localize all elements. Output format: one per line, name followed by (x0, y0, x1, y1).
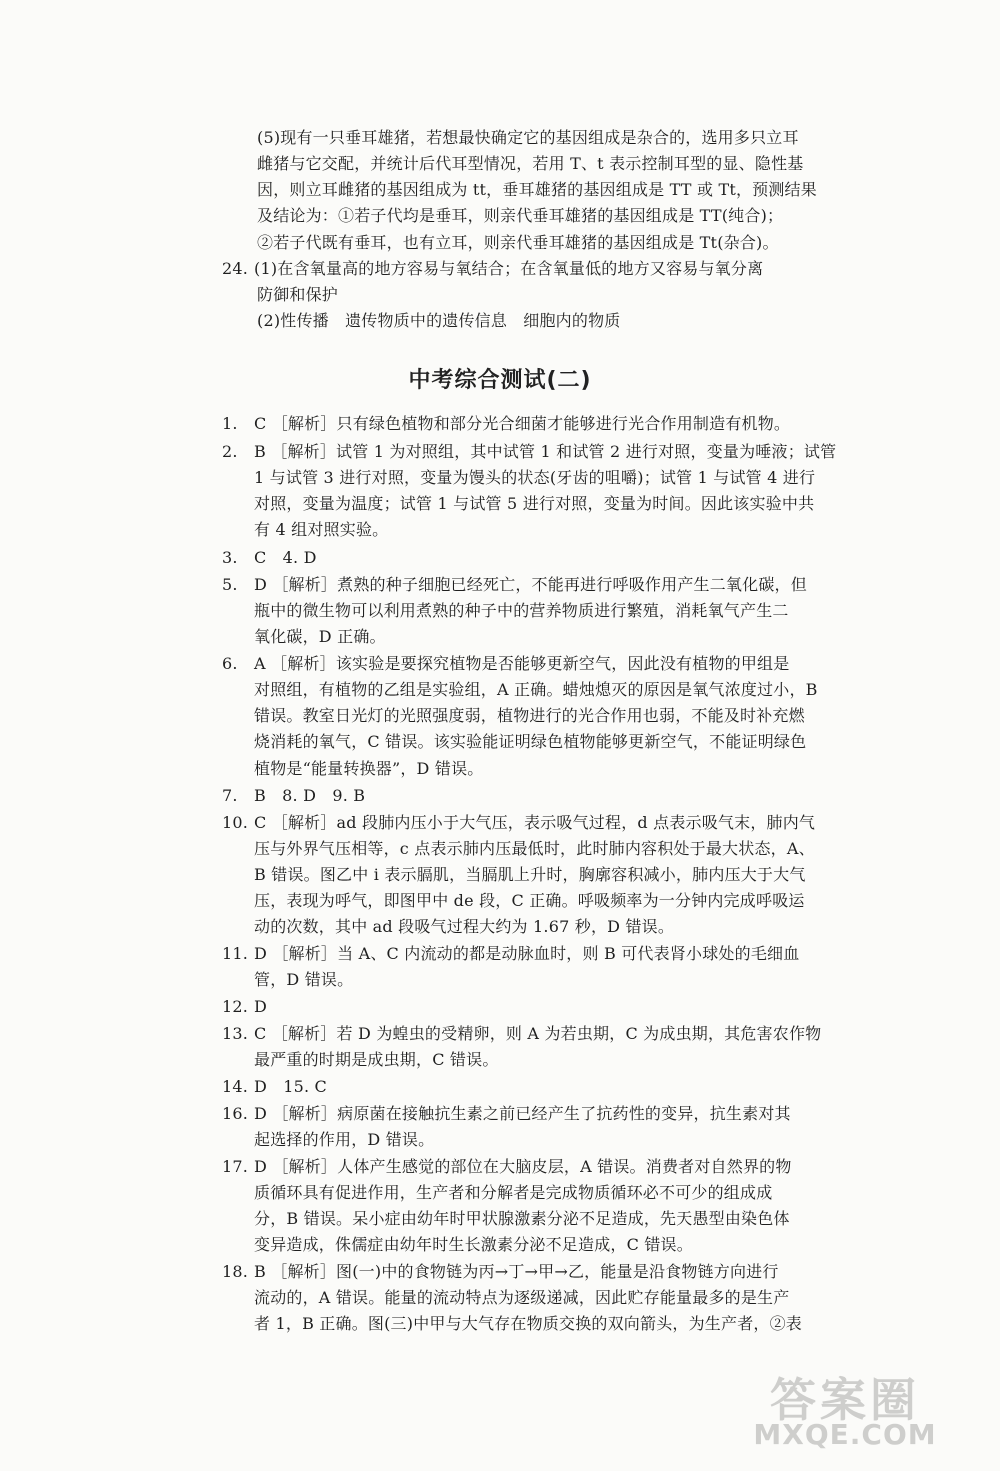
answer-item-13 (222, 1022, 821, 1046)
text-line: 动的次数，其中 ad 段吸气过程大约为 1.67 秒，D 错误。 (254, 917, 675, 936)
text-line: 对照组，有植物的乙组是实验组，A 正确。蜡烛熄灭的原因是氧气浓度过小，B (254, 680, 818, 699)
text-line: 错误。教室日光灯的光照强度弱，植物进行的光合作用也弱，不能及时补充燃 (254, 706, 805, 725)
answer-item-12 (222, 995, 267, 1019)
answer-text: D ［解析］病原菌在接触抗生素之前已经产生了抗药性的变异，抗生素对其 (254, 1104, 791, 1123)
text-line: 流动的，A 错误。能量的流动特点为逐级递减，因此贮存能量最多的是生产 (254, 1288, 790, 1307)
text-line: 分，B 错误。呆小症由幼年时甲状腺激素分泌不足造成，先天愚型由染色体 (254, 1209, 790, 1228)
item-number: 3. (222, 548, 238, 567)
site-watermark (710, 1358, 980, 1453)
text-line: (2)性传播 遗传物质中的遗传信息 细胞内的物质 (257, 311, 621, 330)
text-line: 因，则立耳雌猪的基因组成为 tt，垂耳雄猪的基因组成是 TT 或 Tt，预测结果 (257, 180, 817, 199)
item-number: 24. (222, 259, 249, 278)
item-number: 7. (222, 786, 238, 805)
answer-text: (1)在含氧量高的地方容易与氧结合；在含氧量低的地方又容易与氧分离 (254, 259, 764, 278)
text-line: ②若子代既有垂耳，也有立耳，则亲代垂耳雄猪的基因组成是 Tt(杂合)。 (257, 233, 779, 252)
answer-item-6 (222, 652, 789, 676)
answer-item-18 (222, 1260, 779, 1284)
text-line: 瓶中的微生物可以利用煮熟的种子中的营养物质进行繁殖，消耗氧气产生二 (254, 601, 789, 620)
answer-item-10 (222, 811, 815, 835)
item-number: 16. (222, 1104, 249, 1123)
item-number: 2. (222, 442, 238, 461)
text-line: 对照，变量为温度；试管 1 与试管 5 进行对照，变量为时间。因此该实验中共 (254, 494, 815, 513)
text-line: 雌猪与它交配，并统计后代耳型情况，若用 T、t 表示控制耳型的显、隐性基 (257, 154, 804, 173)
answer-text: B ［解析］图(一)中的食物链为丙→丁→甲→乙，能量是沿食物链方向进行 (254, 1262, 779, 1281)
item-number: 18. (222, 1262, 249, 1281)
item-number: 11. (222, 944, 249, 963)
item-number: 5. (222, 575, 238, 594)
text-line: 有 4 组对照实验。 (254, 520, 389, 539)
item-number: 13. (222, 1024, 249, 1043)
item-number: 10. (222, 813, 249, 832)
text-line: 烧消耗的氧气，C 错误。该实验能证明绿色植物能够更新空气，不能证明绿色 (254, 732, 807, 751)
text-line: 质循环具有促进作用，生产者和分解者是完成物质循环必不可少的组成成 (254, 1183, 773, 1202)
answer-item-1 (222, 412, 790, 436)
item-number: 17. (222, 1157, 249, 1176)
answer-text: B ［解析］试管 1 为对照组，其中试管 1 和试管 2 进行对照，变量为唾液；试管 (254, 442, 837, 461)
text-line: 植物是“能量转换器”，D 错误。 (254, 759, 484, 778)
text-line: B 错误。图乙中 i 表示膈肌，当膈肌上升时，胸廓容积减小，肺内压大于大气 (254, 865, 806, 884)
answer-text: D ［解析］煮熟的种子细胞已经死亡，不能再进行呼吸作用产生二氧化碳，但 (254, 575, 807, 594)
answer-text: D ［解析］当 A、C 内流动的都是动脉血时，则 B 可代表肾小球处的毛细血 (254, 944, 800, 963)
answer-text: C ［解析］ad 段肺内压小于大气压，表示吸气过程，d 点表示吸气末，肺内气 (254, 813, 816, 832)
answer-text: D ［解析］人体产生感觉的部位在大脑皮层，A 错误。消费者对自然界的物 (254, 1157, 792, 1176)
answer-text: A ［解析］该实验是要探究植物是否能够更新空气，因此没有植物的甲组是 (254, 654, 790, 673)
answer-text: B 8. D 9. B (254, 786, 366, 805)
answer-text: C ［解析］只有绿色植物和部分光合细菌才能够进行光合作用制造有机物。 (254, 414, 791, 433)
text-line: 变异造成，侏儒症由幼年时生长激素分泌不足造成，C 错误。 (254, 1235, 693, 1254)
text-line: 及结论为：①若子代均是垂耳，则亲代垂耳雄猪的基因组成是 TT(纯合)； (257, 206, 784, 225)
answer-item-11 (222, 942, 799, 966)
answer-item-2 (222, 440, 836, 464)
text-line: 氧化碳，D 正确。 (254, 627, 386, 646)
answer-text: D (254, 997, 268, 1016)
answer-item-17 (222, 1155, 792, 1179)
section-heading: 中考综合测试(二) (408, 368, 592, 393)
answer-text: C ［解析］若 D 为蝗虫的受精卵，则 A 为若虫期，C 为成虫期，其危害农作物 (254, 1024, 822, 1043)
answer-item-14 (222, 1075, 327, 1099)
text-line: 1 与试管 3 进行对照，变量为馒头的状态(牙齿的咀嚼)；试管 1 与试管 4 进行 (254, 468, 816, 487)
answer-item-5 (222, 573, 807, 597)
text-line: 压，表现为呼气，即图甲中 de 段，C 正确。呼吸频率为一分钟内完成呼吸运 (254, 891, 805, 910)
item-number: 6. (222, 654, 238, 673)
answer-item-24 (222, 257, 763, 281)
watermark-logo-text: 答案圈 (770, 1373, 920, 1427)
answer-text: C 4. D (254, 548, 317, 567)
answer-text: D 15. C (254, 1077, 328, 1096)
text-line: 压与外界气压相等，c 点表示肺内压最低时，此时肺内容积处于最大状态，A、 (254, 839, 815, 858)
answer-item-3 (222, 546, 317, 570)
text-line: 防御和保护 (257, 285, 339, 304)
watermark-url-text: MXQE.COM (753, 1418, 937, 1451)
item-number: 12. (222, 997, 249, 1016)
item-number: 1. (222, 414, 238, 433)
text-line: 起选择的作用，D 错误。 (254, 1130, 435, 1149)
text-line: 者 1，B 正确。图(三)中甲与大气存在物质交换的双向箭头，为生产者，②表 (254, 1314, 802, 1333)
text-line: (5)现有一只垂耳雄猪，若想最快确定它的基因组成是杂合的，选用多只立耳 (257, 128, 799, 147)
answer-item-16 (222, 1102, 791, 1126)
text-line: 管，D 错误。 (254, 970, 354, 989)
item-number: 14. (222, 1077, 249, 1096)
answer-item-7 (222, 784, 365, 808)
text-line: 最严重的时期是成虫期，C 错误。 (254, 1050, 499, 1069)
